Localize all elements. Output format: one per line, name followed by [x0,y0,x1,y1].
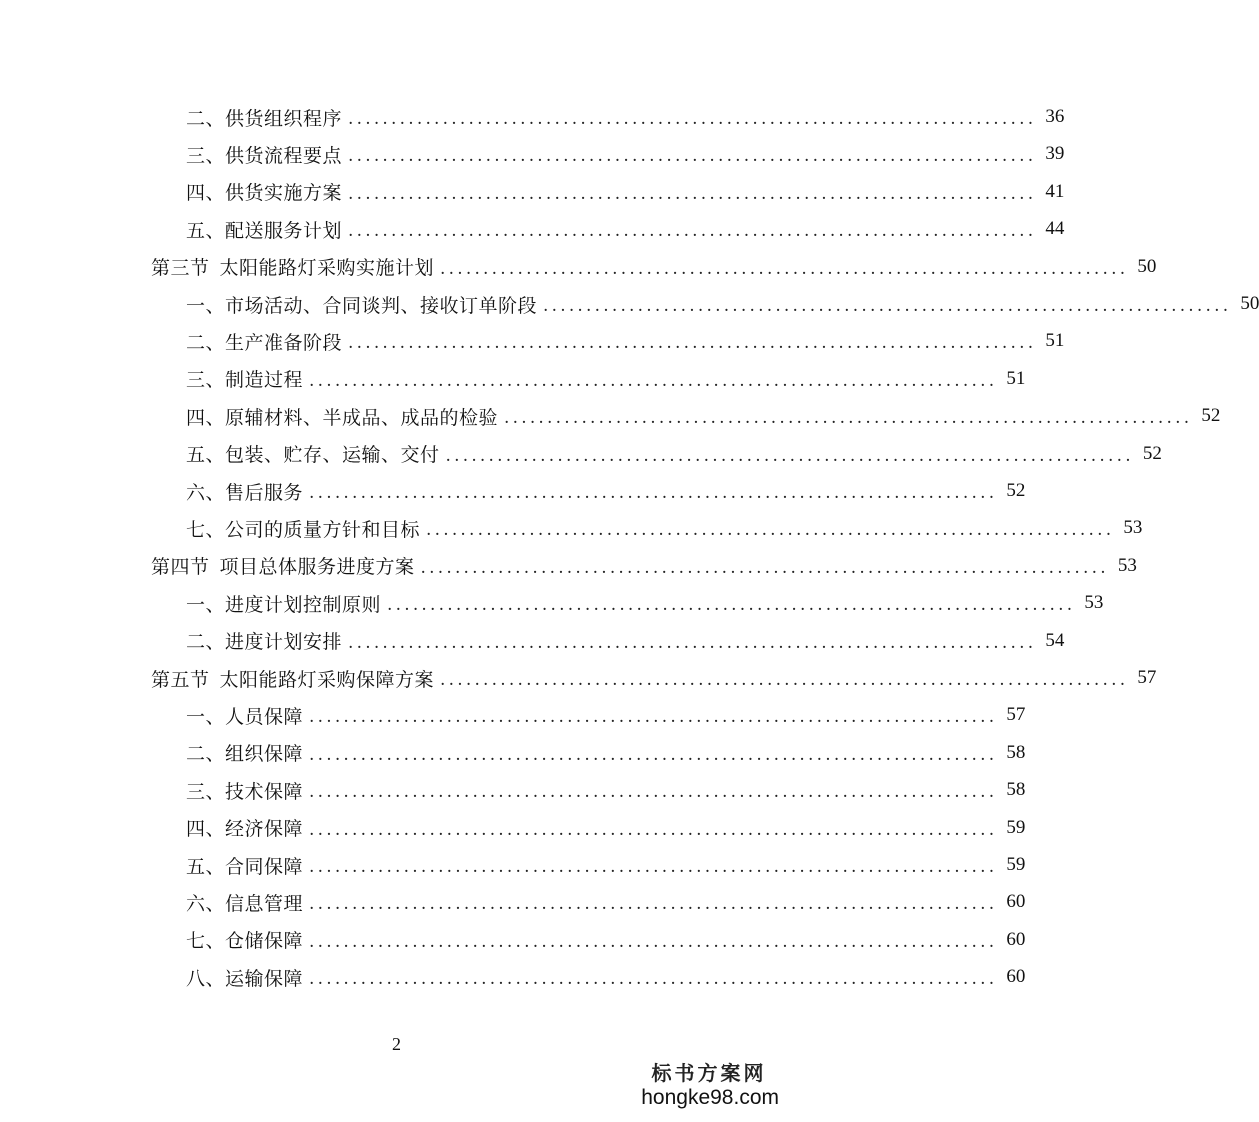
toc-entry [186,362,1026,396]
toc-entry-title [151,253,434,280]
toc-page-number: 53 [1117,554,1137,576]
toc-page-number: 54 [1045,629,1065,651]
toc-entry-title [151,552,415,579]
toc-entry-title [186,515,420,542]
toc-entry-title [186,403,498,430]
toc-entry-text: 六、信息管理 [186,892,304,915]
toc-entry-title [186,739,303,766]
toc-entry [186,923,1026,957]
toc-page-number: 58 [1006,779,1026,801]
toc-entry [186,624,1065,658]
toc-dot-leader: ................................................................................ [309,782,998,803]
toc-entry-title [186,964,303,991]
toc-dot-leader: ................................................................................ [348,183,1037,204]
watermark-cn: 标书方案网 [651,1061,767,1085]
toc-entry-text: 三、制造过程 [186,369,304,392]
toc-entry-text: 项目总体服务进度方案 [219,556,415,579]
toc-entry [186,287,1259,321]
watermark [619,1057,779,1110]
toc-entry-text: 四、经济保障 [186,818,304,841]
toc-dot-leader: ................................................................................ [440,258,1129,279]
toc-entry [186,773,1026,807]
toc-dot-leader: ................................................................................ [309,969,998,990]
toc-entry-text: 一、进度计划控制原则 [186,593,382,616]
toc-entry-title [186,926,303,953]
toc-page-number: 50 [1240,293,1259,314]
toc-page-number: 57 [1006,704,1026,726]
toc-entry [186,960,1026,994]
toc-entry [186,885,1026,919]
toc-page-number: 50 [1137,255,1157,277]
toc-dot-leader: ................................................................................ [543,296,1232,316]
toc-dot-leader: ................................................................................ [348,221,1037,242]
toc-dot-leader: ................................................................................ [348,632,1037,653]
toc-entry-text: 七、公司的质量方针和目标 [186,518,421,541]
toc-entry-text: 五、配送服务计划 [186,219,343,242]
toc-section-entry [151,250,1157,284]
watermark-en: hongke98.com [641,1086,779,1109]
toc-entry [186,324,1065,358]
toc-dot-leader: ................................................................................ [309,370,998,391]
page-number: 2 [392,1034,401,1054]
toc-page-number: 51 [1006,367,1026,389]
toc-section-prefix: 第四节 [151,556,210,579]
toc-entry [186,848,1026,882]
toc-dot-leader: ................................................................................ [309,857,998,877]
toc-dot-leader: ................................................................................ [309,819,998,840]
toc-entry-title [186,291,537,318]
toc-entry-text: 二、供货组织程序 [186,107,343,130]
toc-entry-title [186,627,342,654]
toc-page-number: 36 [1045,106,1065,127]
toc-page-number: 52 [1006,480,1026,501]
toc-section-entry [151,549,1137,583]
toc-entry-text: 三、技术保障 [186,780,304,803]
toc-entry-text: 五、包装、贮存、运输、交付 [186,444,440,467]
toc-entry-title [186,889,303,916]
toc-page-number: 44 [1045,218,1065,240]
toc-entry-text: 七、仓储保障 [186,930,304,953]
toc-entry [186,698,1026,732]
toc-entry [186,474,1026,508]
toc-dot-leader: ................................................................................ [348,146,1037,167]
toc-entry [186,736,1026,770]
toc-entry-title [186,141,342,168]
toc-entry [186,175,1065,209]
toc-entry-text: 太阳能路灯采购保障方案 [219,668,435,691]
toc-entry [186,137,1065,171]
toc-dot-leader: ................................................................................ [426,520,1115,541]
toc-dot-leader: ................................................................................ [309,744,998,765]
toc-entry-title [186,702,303,729]
toc-dot-leader: ................................................................................ [387,595,1076,616]
toc-entry [186,437,1162,471]
toc-page-number: 51 [1045,330,1065,352]
toc-dot-leader: ................................................................................ [348,109,1037,129]
toc-dot-leader: ................................................................................ [309,483,998,503]
toc-entry-title [151,665,434,692]
toc-entry [186,212,1065,246]
toc-dot-leader: ................................................................................ [440,670,1129,690]
toc-entry-text: 一、市场活动、合同谈判、接收订单阶段 [186,294,538,317]
toc-entry [186,100,1065,134]
toc-page-number: 52 [1142,442,1162,464]
toc-dot-leader: ................................................................................ [348,333,1037,354]
toc-entry-title [186,328,342,355]
toc-entry-title [186,478,303,505]
toc-page-number: 41 [1045,180,1065,202]
toc-entry-text: 四、供货实施方案 [186,182,343,205]
toc-dot-leader: ................................................................................ [504,408,1193,429]
toc-entry-text: 二、生产准备阶段 [186,331,343,354]
toc-dot-leader: ................................................................................ [420,557,1109,578]
toc-dot-leader: ................................................................................ [309,707,998,728]
toc-dot-leader: ................................................................................ [445,445,1134,466]
toc-page-number: 52 [1201,405,1221,427]
toc-entry-title [186,365,303,392]
toc-entry-title [186,590,381,617]
toc-page-number: 53 [1084,592,1104,614]
toc-entry-text: 二、组织保障 [186,743,304,766]
toc-page-number: 59 [1006,854,1026,875]
toc-entry-title [186,852,303,879]
toc-page-number: 59 [1006,816,1026,838]
toc-entry [186,511,1143,545]
toc-entry-text: 五、合同保障 [186,855,304,878]
toc-entry-title [186,216,342,243]
toc-entry-title [186,777,303,804]
toc-section-prefix: 第三节 [151,257,210,280]
toc-entry-title [186,440,440,467]
toc-entry [186,399,1221,433]
toc-page-number: 53 [1123,517,1143,539]
toc-section-entry [151,661,1157,695]
toc-entry [186,586,1104,620]
toc-entry-title [186,104,342,131]
toc-entry [186,811,1026,845]
toc-entry-text: 八、运输保障 [186,967,304,990]
toc-entry-title [186,178,342,205]
toc-section-prefix: 第五节 [151,668,210,691]
toc-entry-text: 二、进度计划安排 [186,631,343,654]
toc-page-number: 58 [1006,741,1026,763]
toc-entry-text: 六、售后服务 [186,481,304,504]
toc-page-number: 60 [1006,928,1026,950]
toc-entry-text: 太阳能路灯采购实施计划 [219,257,435,280]
toc-page-number: 39 [1045,143,1065,165]
toc-dot-leader: ................................................................................ [309,894,998,915]
toc-page-number: 57 [1137,667,1157,688]
toc-entry-text: 三、供货流程要点 [186,144,343,167]
toc-dot-leader: ................................................................................ [309,931,998,952]
toc-entry-text: 四、原辅材料、半成品、成品的检验 [186,406,499,429]
toc-entry-text: 一、人员保障 [186,705,304,728]
toc-page-number: 60 [1006,891,1026,913]
toc-page-number: 60 [1006,966,1026,988]
toc-entry-title [186,814,303,841]
